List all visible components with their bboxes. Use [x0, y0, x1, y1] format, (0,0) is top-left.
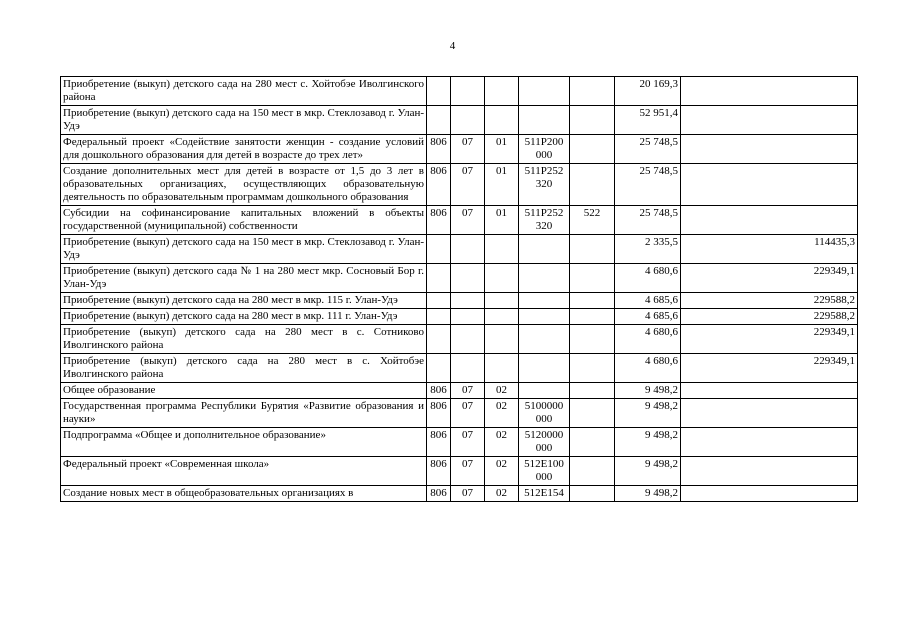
row-amount-cell: 20 169,3	[615, 77, 681, 106]
row-target-article-cell	[519, 264, 570, 293]
row-amount-extra-cell	[681, 206, 858, 235]
row-ministry-code-cell: 806	[427, 383, 451, 399]
row-amount-cell: 9 498,2	[615, 486, 681, 502]
row-target-article-cell: 512E154	[519, 486, 570, 502]
row-target-article-cell: 5100000 000	[519, 399, 570, 428]
row-ministry-code-cell	[427, 309, 451, 325]
row-name-cell: Субсидии на софинансирование капитальных вложений в объекты государственной (муниципальной) собственности	[61, 206, 427, 235]
row-expense-type-cell	[570, 354, 615, 383]
table-row	[61, 293, 858, 309]
row-name-cell: Приобретение (выкуп) детского сада на 280 мест в мкр. 111 г. Улан-Удэ	[61, 309, 427, 325]
row-target-article-cell	[519, 106, 570, 135]
row-amount-cell: 4 685,6	[615, 293, 681, 309]
row-amount-cell: 52 951,4	[615, 106, 681, 135]
row-expense-type-cell	[570, 309, 615, 325]
row-section-cell: 07	[451, 399, 485, 428]
row-amount-cell: 9 498,2	[615, 457, 681, 486]
row-section-cell	[451, 354, 485, 383]
row-ministry-code-cell	[427, 106, 451, 135]
row-section-cell: 07	[451, 486, 485, 502]
row-subsection-cell: 02	[485, 457, 519, 486]
row-expense-type-cell	[570, 164, 615, 206]
row-subsection-cell	[485, 264, 519, 293]
row-target-article-cell: 511P252 320	[519, 206, 570, 235]
row-ministry-code-cell	[427, 264, 451, 293]
row-subsection-cell: 01	[485, 206, 519, 235]
table-row	[61, 106, 858, 135]
row-section-cell	[451, 235, 485, 264]
row-amount-cell: 25 748,5	[615, 135, 681, 164]
row-name-cell: Приобретение (выкуп) детского сада на 280 мест в мкр. 115 г. Улан-Удэ	[61, 293, 427, 309]
row-name-cell: Создание дополнительных мест для детей в возрасте от 1,5 до 3 лет в образовательных организациях, осуществляющих образовательную деятельность по образовательным программам дошкольного образования	[61, 164, 427, 206]
row-expense-type-cell	[570, 325, 615, 354]
row-amount-extra-cell	[681, 457, 858, 486]
row-amount-cell: 4 680,6	[615, 354, 681, 383]
row-ministry-code-cell: 806	[427, 428, 451, 457]
row-target-article-cell	[519, 309, 570, 325]
table-row	[61, 309, 858, 325]
row-amount-cell: 4 685,6	[615, 309, 681, 325]
row-ministry-code-cell: 806	[427, 164, 451, 206]
row-expense-type-cell	[570, 383, 615, 399]
row-amount-cell: 9 498,2	[615, 428, 681, 457]
row-amount-cell: 9 498,2	[615, 399, 681, 428]
row-name-cell: Приобретение (выкуп) детского сада на 280 мест с. Хойтобэе Иволгинского района	[61, 77, 427, 106]
row-amount-extra-cell	[681, 106, 858, 135]
row-amount-extra-cell	[681, 135, 858, 164]
row-section-cell: 07	[451, 428, 485, 457]
row-target-article-cell: 5120000 000	[519, 428, 570, 457]
table-row	[61, 486, 858, 502]
row-subsection-cell	[485, 106, 519, 135]
row-expense-type-cell	[570, 486, 615, 502]
row-subsection-cell: 02	[485, 383, 519, 399]
table-row	[61, 264, 858, 293]
row-section-cell	[451, 309, 485, 325]
row-subsection-cell	[485, 235, 519, 264]
row-subsection-cell	[485, 77, 519, 106]
row-amount-extra-cell	[681, 164, 858, 206]
row-section-cell: 07	[451, 135, 485, 164]
row-name-cell: Подпрограмма «Общее и дополнительное образование»	[61, 428, 427, 457]
row-name-cell: Федеральный проект «Содействие занятости женщин - создание условий для дошкольного образования для детей в возрасте до трех лет»	[61, 135, 427, 164]
row-name-cell: Приобретение (выкуп) детского сада на 280 мест в с. Сотниково Иволгинского района	[61, 325, 427, 354]
row-name-cell: Общее образование	[61, 383, 427, 399]
row-name-cell: Приобретение (выкуп) детского сада на 280 мест в с. Хойтобэе Иволгинского района	[61, 354, 427, 383]
row-ministry-code-cell: 806	[427, 457, 451, 486]
row-expense-type-cell: 522	[570, 206, 615, 235]
table-row	[61, 325, 858, 354]
row-subsection-cell: 02	[485, 428, 519, 457]
row-name-cell: Приобретение (выкуп) детского сада № 1 на 280 мест мкр. Сосновый Бор г. Улан-Удэ	[61, 264, 427, 293]
row-section-cell	[451, 293, 485, 309]
row-subsection-cell: 01	[485, 135, 519, 164]
row-ministry-code-cell: 806	[427, 399, 451, 428]
row-ministry-code-cell: 806	[427, 486, 451, 502]
row-name-cell: Федеральный проект «Современная школа»	[61, 457, 427, 486]
table-row	[61, 135, 858, 164]
row-amount-extra-cell: 229349,1	[681, 325, 858, 354]
row-subsection-cell: 02	[485, 399, 519, 428]
row-amount-cell: 4 680,6	[615, 264, 681, 293]
row-subsection-cell	[485, 325, 519, 354]
table-row	[61, 354, 858, 383]
row-ministry-code-cell	[427, 235, 451, 264]
row-amount-cell: 4 680,6	[615, 325, 681, 354]
row-section-cell	[451, 106, 485, 135]
row-section-cell	[451, 325, 485, 354]
row-amount-extra-cell: 229349,1	[681, 264, 858, 293]
row-target-article-cell	[519, 383, 570, 399]
row-amount-extra-cell	[681, 486, 858, 502]
row-section-cell	[451, 264, 485, 293]
table-row	[61, 235, 858, 264]
row-amount-cell: 25 748,5	[615, 164, 681, 206]
row-target-article-cell: 512E100 000	[519, 457, 570, 486]
row-subsection-cell	[485, 309, 519, 325]
row-expense-type-cell	[570, 77, 615, 106]
row-section-cell: 07	[451, 206, 485, 235]
row-target-article-cell	[519, 325, 570, 354]
row-subsection-cell: 01	[485, 164, 519, 206]
table-row	[61, 383, 858, 399]
table-row	[61, 428, 858, 457]
row-target-article-cell: 511P200 000	[519, 135, 570, 164]
row-ministry-code-cell	[427, 293, 451, 309]
row-amount-cell: 25 748,5	[615, 206, 681, 235]
table-row	[61, 457, 858, 486]
table-body	[61, 77, 858, 502]
row-amount-extra-cell: 229588,2	[681, 293, 858, 309]
table-row	[61, 206, 858, 235]
table-row	[61, 164, 858, 206]
table-row	[61, 399, 858, 428]
row-amount-cell: 9 498,2	[615, 383, 681, 399]
row-amount-extra-cell: 229349,1	[681, 354, 858, 383]
row-target-article-cell	[519, 77, 570, 106]
row-target-article-cell	[519, 235, 570, 264]
page-number: 4	[449, 40, 456, 52]
row-target-article-cell	[519, 354, 570, 383]
budget-table	[60, 76, 858, 502]
row-amount-extra-cell	[681, 428, 858, 457]
row-section-cell: 07	[451, 457, 485, 486]
row-subsection-cell	[485, 293, 519, 309]
row-expense-type-cell	[570, 457, 615, 486]
row-name-cell: Приобретение (выкуп) детского сада на 150 мест в мкр. Стеклозавод г. Улан-Удэ	[61, 235, 427, 264]
row-expense-type-cell	[570, 428, 615, 457]
row-ministry-code-cell: 806	[427, 206, 451, 235]
row-target-article-cell: 511P252 320	[519, 164, 570, 206]
row-section-cell	[451, 77, 485, 106]
row-expense-type-cell	[570, 293, 615, 309]
row-subsection-cell: 02	[485, 486, 519, 502]
row-ministry-code-cell	[427, 354, 451, 383]
row-section-cell: 07	[451, 164, 485, 206]
row-amount-extra-cell	[681, 77, 858, 106]
row-target-article-cell	[519, 293, 570, 309]
row-ministry-code-cell	[427, 77, 451, 106]
table-row	[61, 77, 858, 106]
row-amount-cell: 2 335,5	[615, 235, 681, 264]
row-ministry-code-cell: 806	[427, 135, 451, 164]
row-section-cell: 07	[451, 383, 485, 399]
row-expense-type-cell	[570, 264, 615, 293]
row-expense-type-cell	[570, 399, 615, 428]
row-name-cell: Приобретение (выкуп) детского сада на 150 мест в мкр. Стеклозавод г. Улан-Удэ	[61, 106, 427, 135]
row-expense-type-cell	[570, 235, 615, 264]
row-subsection-cell	[485, 354, 519, 383]
row-name-cell: Государственная программа Республики Бурятия «Развитие образования и науки»	[61, 399, 427, 428]
row-amount-extra-cell	[681, 383, 858, 399]
row-name-cell: Создание новых мест в общеобразовательных организациях в	[61, 486, 427, 502]
row-amount-extra-cell	[681, 399, 858, 428]
row-amount-extra-cell: 114435,3	[681, 235, 858, 264]
row-amount-extra-cell: 229588,2	[681, 309, 858, 325]
row-expense-type-cell	[570, 106, 615, 135]
row-expense-type-cell	[570, 135, 615, 164]
row-ministry-code-cell	[427, 325, 451, 354]
